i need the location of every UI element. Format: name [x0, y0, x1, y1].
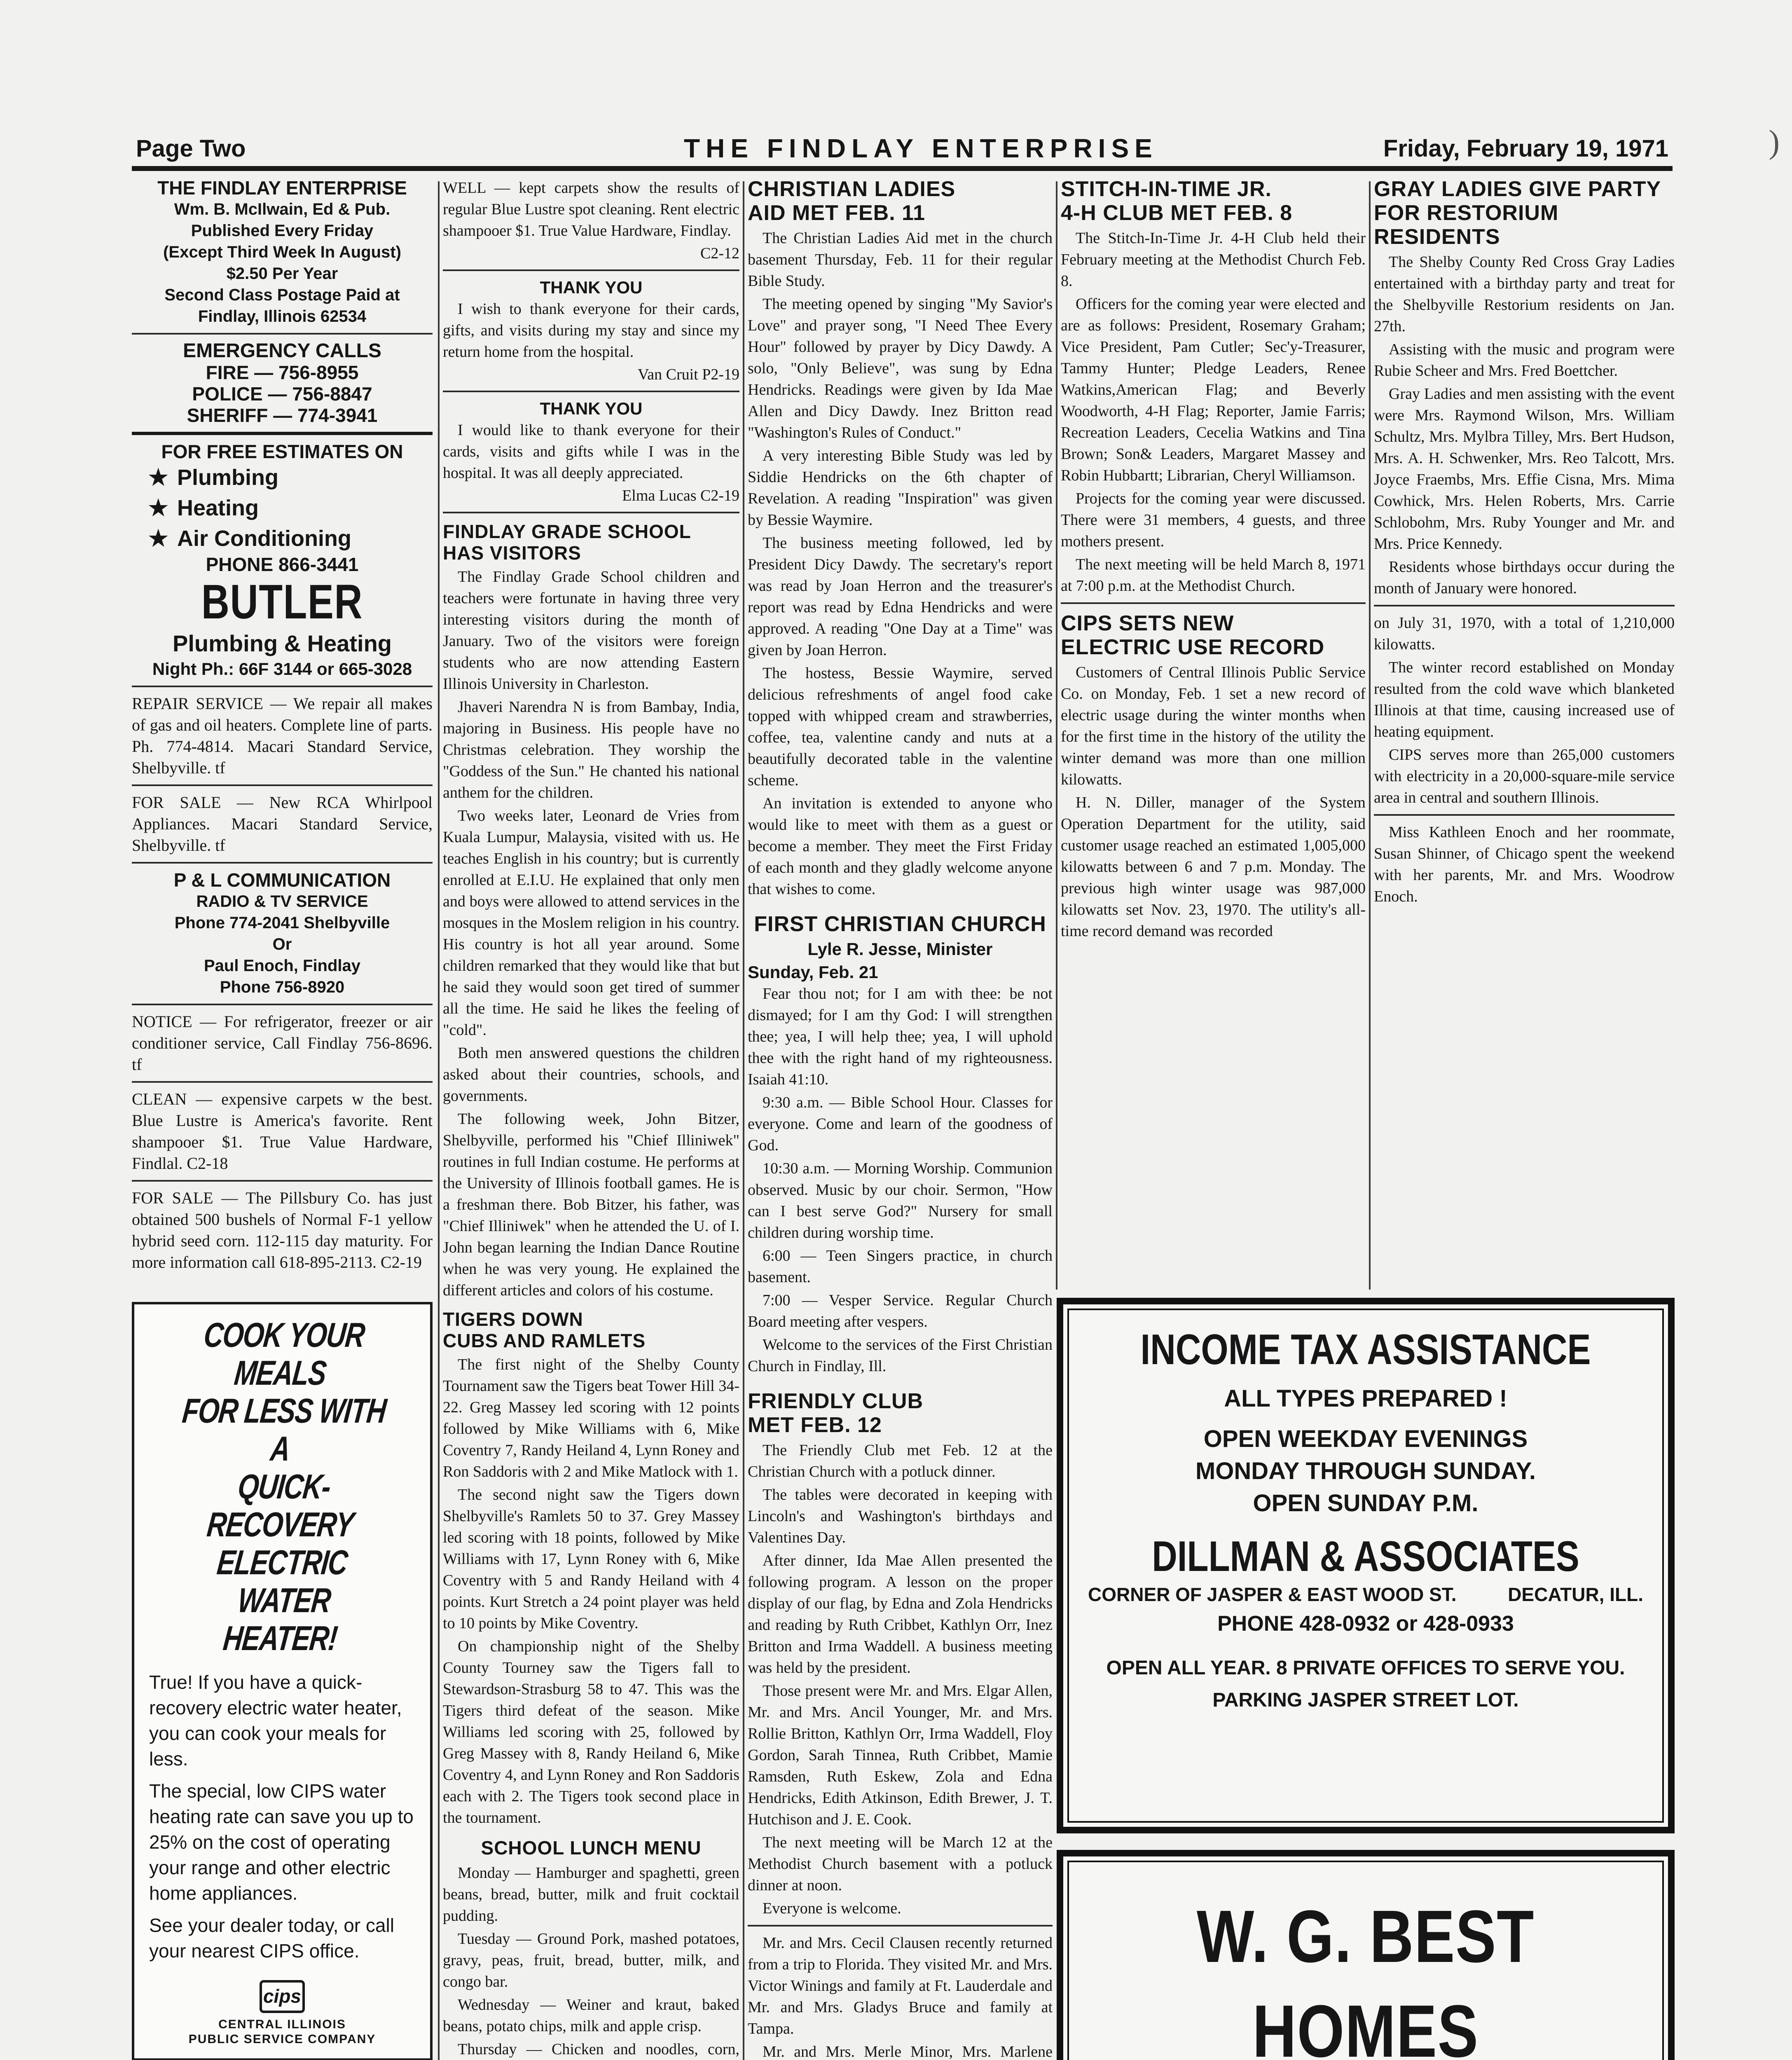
star-icon: ★ — [148, 465, 168, 490]
thank-you-signature: Van Cruit P2-19 — [638, 366, 739, 383]
article-headline: SCHOOL LUNCH MENU — [481, 1837, 702, 1859]
butler-night-phone: Night Ph.: 66F 3144 or 665-3028 — [152, 659, 412, 679]
heater-body-dealer: See your dealer today, or call your nearest CIPS office. — [149, 1915, 394, 1962]
butler-heading: FOR FREE ESTIMATES ON — [161, 441, 403, 462]
church-minister: Lyle R. Jesse, Minister — [807, 939, 993, 959]
column-2: WELL — kept carpets show the results of regular Blue Lustre spot cleaning. Rent electric shampooer $1. True Value Hardware, Findlay. C2-12 THANK YOU I wish to thank everyone for their cards, gifts, and visits during my stay and since my return home from the hospital. Van Cruit P2-19 THANK YOU I would like to thank everyone for their cards, visits and gifts while I was in the hospital. It was all deeply appreciated. Elma Lucas C2-19 FINDLAY GRADE SCHOOL HAS VISITORS The Findlay Grade School children and teachers were fortunate in having three very interesting visitors during the month of January. Two of the visitors were foreign students who are now attending Eastern Illinois University in Charleston. Jhaveri Narendra N is from Bambay, India, majoring in Business. His people have no Christmas celebration. They worship the "Goddess of the Sun." He chanted his national anthem for the children. Two weeks later, Leonard de Vries from Kuala Lumpur, Malaysia, visited with us. He teaches English in his country; but is currently enrolled at E.I.U. He explained that only men and boys were allowed to attend services in the mosques in the Moslem religion in his country. His country is hot all year around. Some children remarked that they would like that but he said they would soon get tired of summer all the time. He said he likes the feeling of "cold". Both men answered questions the children asked about their countries, schools, and governments. The following week, John Bitzer, Shelbyville, performed his "Chief Illiniwek" routines in full Indian costume. He performs at the University of Illinois football games. He is a freshman there. Bob Bitzer, his father, was "Chief Illiniwek" when he attended the U. of I. John began learning the Indian Dance Routine when he was very young. He explained the different articles and colors of his costume. TIGERS DOWN CUBS AND RAMLETS The first night of the Shelby County Tournament saw the Tigers beat Tower Hill 34-22. Greg Massey led scoring with 12 points followed by Mike Williams with 6, Mike Coventry 7, Randy Heiland 4, Lynn Roney and Ron Saddoris with 2 and Mike Matlock with 1. The second night saw the Tigers down Shelbyville's Ramlets 50 to 37. Grey Massey led scoring with 18 points, followed by Mike Williams with 17, Lynn Roney with 6, Mike Coventry with 5 and Randy Heiland with 4 points. Kurt Stretch a 24 point player was held to 10 points by Mike Coventry. On championship night of the Shelby County Tourney saw the Tigers fall to Stewardson-Strasburg 58 to 47. This was the Tigers third defeat of the season. Mike Williams led scoring with 25, followed by Greg Massey with 8, Randy Heiland 6, Mike Coventry 4, and Lynn Roney and Ron Saddoris each with 2. The Tigers took second place in the tournament. SCHOOL LUNCH MENU Monday — Hamburger and spaghetti, green beans, bread, butter, milk and fruit cocktail pudding. Tuesday — Ground Pork, mashed potatoes, gravy, peas, fruit, bread, butter, milk, and congo bar. Wednesday — Weiner and kraut, baked beans, potato chips, milk and apple crisp. Thursday — Chicken and noodles, corn, — [443, 177, 739, 2060]
income-tax-ad: INCOME TAX ASSISTANCE ALL TYPES PREPARED ! OPEN WEEKDAY EVENINGS MONDAY THROUGH SUNDAY. OPEN SUNDAY P.M. DILLMAN & ASSOCIATES CORNER OF JASPER & EAST WOOD ST. DECATUR, ILL. PHONE 428-0932 or 428-0933 OPEN ALL YEAR. 8 PRIVATE OFFICES TO SERVE YOU. PARKING JASPER STREET LOT. — [1057, 1298, 1675, 1833]
article-headline: TIGERS DOWN CUBS AND RAMLETS — [443, 1309, 646, 1351]
masthead — [132, 126, 1673, 171]
article-headline: FRIENDLY CLUB MET FEB. 12 — [748, 1389, 924, 1437]
classified-seed-corn: FOR SALE — The Pillsbury Co. has just obtained 500 bushels of Normal F-1 yellow hybrid seed corn. 112-115 day maturity. For more information call 618-895-2113. C2-19 — [132, 1189, 433, 1271]
divider — [132, 432, 433, 435]
butler-name: BUTLER — [201, 575, 363, 629]
divider — [132, 1081, 433, 1083]
divider — [132, 1180, 433, 1182]
classified-clean: CLEAN — expensive carpets w the best. Blue Lustre is America's favorite. Rent shampooer $1. True Value Hardware, Findlal. C2-18 — [132, 1090, 433, 1173]
tax-firm: DILLMAN & ASSOCIATES — [1152, 1533, 1579, 1580]
classified-notice: NOTICE — For refrigerator, freezer or air conditioner service, Call Findlay 756-8696. tf — [132, 1012, 433, 1074]
article-headline: CHRISTIAN LADIES AID MET FEB. 11 — [748, 177, 956, 225]
info-title: THE FINDLAY ENTERPRISE — [157, 177, 407, 199]
column-rule — [438, 181, 440, 2060]
star-icon: ★ — [148, 526, 168, 551]
paper-name: THE FINDLAY ENTERPRISE — [684, 133, 1158, 163]
divider — [132, 686, 433, 687]
tax-phone: PHONE 428-0932 or 428-0933 — [1217, 1612, 1514, 1636]
article-headline: STITCH-IN-TIME JR. 4-H CLUB MET FEB. 8 — [1061, 177, 1293, 225]
butler-item: ★ Heating — [132, 493, 433, 523]
divider — [132, 784, 433, 786]
column-4: STITCH-IN-TIME JR. 4-H CLUB MET FEB. 8 The Stitch-In-Time Jr. 4-H Club held their February meeting at the Methodist Church Feb. 8. Officers for the coming year were elected and are as follows: President, Rosemary Graham; Vice President, Pam Cutler; Sec'y-Treasurer, Tammy Hunter; Pledge Leaders, Renee Watkins,American Flag; and Beverly Woodworth, 4-H Flag; Reporter, Jamie Farris; Recreation Leaders, Cecelia Watkins and Tina Brown; Son& Leaders, Margaret Massey and Robin Hubbartt; Librarian, Cheryl Williamson. Projects for the coming year were discussed. There were 31 members, 4 guests, and three mothers present. The next meeting will be held March 8, 1971 at 7:00 p.m. at the Methodist Church. CIPS SETS NEW ELECTRIC USE RECORD Customers of Central Illinois Public Service Co. on Monday, Feb. 1 set a new record of electric usage during the winter months when for the first time in the history of the utility the winter demand was more than one million kilowatts. H. N. Diller, manager of the System Operation Department for the utility, said customer usage reached an estimated 1,005,000 kilowatts between 6 and 7 p.m. Monday. The previous high winter usage was 987,000 kilowatts set Nov. 23, 1970. The utility's all-time record demand was recorded — [1061, 177, 1366, 940]
thank-you-text: I would like to thank everyone for their cards, visits and gifts while I was in the hospital. It was all deeply appreciated. — [443, 421, 739, 482]
pl-communication-ad: P & L COMMUNICATION RADIO & TV SERVICE Phone 774-2041 Shelbyville Or Paul Enoch, Findlay Phone 756-8920 — [173, 869, 391, 996]
divider — [1374, 814, 1675, 816]
classified-forsale: FOR SALE — New RCA Whirlpool Appliances. Macari Standard Service, Shelbyville. tf — [132, 793, 433, 854]
column-5: GRAY LADIES GIVE PARTY FOR RESTORIUM RESIDENTS The Shelby County Red Cross Gray Ladies entertained with a birthday party and treat for the Shelbyville Restorium residents on Jan. 27th. Assisting with the music and program were Rubie Scheer and Mrs. Fred Boettcher. Gray Ladies and men assisting with the event were Mrs. Raymond Wilson, Mrs. William Schultz, Mrs. Mylbra Tilley, Mrs. Bert Hudson, Mrs. A. H. Schwenker, Mrs. Reo Talcott, Mrs. Joyce Fraembs, Mrs. Effie Cisna, Mrs. Mima Cowhick, Mrs. Helen Roberts, Mrs. Carrie Schlobohm, Mrs. Ruby Younger and Mr. and Mrs. Price Kennedy. Residents whose birthdays occur during the month of January were honored. on July 31, 1970, with a total of 1,210,000 kilowatts. The winter record established on Monday resulted from the cold wave which blanketed Illinois at that time, causing increased use of heating equipment. CIPS serves more than 265,000 customers with electricity in a 20,000-square-mile service area in central and southern Illinois. Miss Kathleen Enoch and her roommate, Susan Shinner, of Chicago spent the weekend with her parents, Mr. and Mrs. Woodrow Enoch. — [1374, 177, 1675, 905]
article-headline: FINDLAY GRADE SCHOOL HAS VISITORS — [443, 521, 691, 564]
classified-repair: REPAIR SERVICE — We repair all makes of gas and oil heaters. Complete line of parts. Ph. 774-4814. Macari Standard Service, Shelbyville. tf — [132, 694, 433, 777]
divider — [1061, 602, 1366, 604]
emergency-title: EMERGENCY CALLS — [183, 340, 381, 362]
column-rule — [1369, 181, 1371, 1290]
article-headline: CIPS SETS NEW ELECTRIC USE RECORD — [1061, 611, 1325, 659]
info-frequency: Published Every Friday — [191, 222, 374, 240]
tax-address: CORNER OF JASPER & EAST WOOD ST. DECATUR, ILL. — [1088, 1584, 1643, 1605]
info-exception: (Except Third Week In August) — [163, 243, 401, 261]
column-rule — [743, 181, 744, 2060]
heater-body-rate: The special, low CIPS water heating rate can save you up to 25% on the cost of operating your range and other electric home appliances. — [149, 1780, 414, 1904]
divider — [443, 269, 739, 271]
divider — [132, 333, 433, 335]
emergency-police: POLICE — 756-8847 — [192, 383, 372, 405]
divider — [132, 1004, 433, 1005]
emergency-sheriff: SHERIFF — 774-3941 — [187, 405, 378, 426]
homes-title: W. G. BEST HOMES — [1196, 1895, 1535, 2060]
best-homes-ad — [1057, 1850, 1675, 2060]
edge-mark: ) — [1769, 124, 1780, 160]
butler-phone: PHONE 866-3441 — [206, 554, 359, 575]
church-date: Sunday, Feb. 21 — [748, 962, 878, 982]
publisher-info — [132, 177, 433, 327]
emergency-calls — [132, 340, 433, 426]
divider — [132, 862, 433, 864]
thank-you-text: I wish to thank everyone for their cards, gifts, and visits during my stay and since my return home from the hospital. — [443, 300, 739, 360]
divider — [748, 1925, 1053, 1927]
column-1 — [132, 177, 433, 2060]
column-3: CHRISTIAN LADIES AID MET FEB. 11 The Christian Ladies Aid met in the church basement Thursday, Feb. 11 for their regular Bible Study. The meeting opened by singing "My Savior's Love" and prayer song, "I Need Thee Every Hour" followed by prayer by Dicy Dawdy. A solo, "Only Believe", was sung by Edna Hendricks. Readings were given by Ida Mae Allen and Dicy Dawdy. Inez Britton read "Washington's Rules of Conduct." A very interesting Bible Study was led by Siddie Hendricks on the 6th chapter of Revelation. A reading "Inspiration" was given by Bessie Waymire. The business meeting followed, led by President Dicy Dawdy. The secretary's report was read by Joan Herron and the treasurer's report was read by Edna Hendricks and were approved. A reading "One Day at a Time" was given by Joan Herron. The hostess, Bessie Waymire, served delicious refreshments of angel food cake topped with whipped cream and strawberries, coffee, tea, valentine candy and nuts at a beautifully decorated table in the valentine scheme. An invitation is extended to anyone who would like to meet with them as a guest or become a member. They meet the First Friday of each month and they gladly welcome anyone that wishes to come. FIRST CHRISTIAN CHURCH Lyle R. Jesse, Minister Sunday, Feb. 21 Fear thou not; for I am with thee: be not dismayed; for I am thy God: I will strengthen thee; yea, I will help thee; yea, I will uphold thee with the right hand of my righteousness. Isaiah 41:10. 9:30 a.m. — Bible School Hour. Classes for everyone. Come and learn of the goodness of God. 10:30 a.m. — Morning Worship. Communion observed. Music by our choir. Sermon, "How can I best serve God?" Nursery for small children during worship time. 6:00 — Teen Singers practice, in church basement. 7:00 — Vesper Service. Regular Church Board meeting after vespers. Welcome to the services of the First Christian Church in Findlay, Ill. FRIENDLY CLUB MET FEB. 12 The Friendly Club met Feb. 12 at the Christian Church with a potluck dinner. The tables were decorated in keeping with Lincoln's and Washington's birthdays and Valentines Day. After dinner, Ida Mae Allen presented the following program. A lesson on the proper display of our flag, by Edna and Zola Hendricks and reading by Ruth Cribbet, Kathlyn Orr, Inez Britton and Irma Waddell. A business meeting was held by the president. Those present were Mr. and Mrs. Elgar Allen, Mr. and Mrs. Ancil Younger, Mr. and Mrs. Rollie Britton, Kathlyn Orr, Irma Waddell, Floy Gordon, Sarah Tinnea, Ruth Cribbet, Mamie Ramsden, Ruth Eskew, Zola and Edna Hendricks, Edith Atkinson, Edith Brewer, J. T. Hutchison and J. E. Cook. The next meeting will be March 12 at the Methodist Church basement with a potluck dinner at noon. Everyone is welcome. Mr. and Mrs. Cecil Clausen recently returned from a trip to Florida. They visited Mr. and Mrs. Victor Winings and family at Ft. Lauderdale and Mr. and Mrs. Gladys Bruce and family at Tampa. Mr. and Mrs. Merle Minor, Mrs. Marlene — [748, 177, 1053, 2060]
thank-you-signature: Elma Lucas C2-19 — [622, 487, 739, 504]
tax-title: INCOME TAX ASSISTANCE — [1140, 1326, 1591, 1374]
info-location: Findlay, Illinois 62534 — [198, 307, 367, 325]
emergency-fire: FIRE — 756-8955 — [206, 362, 359, 383]
butler-item: ★ Air Conditioning — [132, 523, 433, 554]
article-headline: GRAY LADIES GIVE PARTY FOR RESTORIUM RESIDENTS — [1374, 177, 1661, 249]
thank-you-heading: THANK YOU — [540, 278, 643, 297]
info-postage: Second Class Postage Paid at — [164, 286, 400, 304]
page-number: Page Two — [136, 135, 246, 162]
water-heater-ad: COOK YOUR MEALS FOR LESS WITH A QUICK-RECOVERY ELECTRIC WATER HEATER! True! If you have a quick-recovery electric water heater, you can cook your meals for less. The special, low CIPS water heating rate can save you up to 25% on the cost of operating your range and other electric home appliances. See your dealer today, or call your nearest CIPS office. cips CENTRAL ILLINOIS PUBLIC SERVICE COMPANY — [132, 1302, 433, 2060]
issue-date: Friday, February 19, 1971 — [1383, 135, 1668, 162]
divider — [443, 391, 739, 392]
info-editor: Wm. B. McIlwain, Ed & Pub. — [174, 200, 391, 218]
article-headline: FIRST CHRISTIAN CHURCH — [754, 912, 1046, 936]
cips-logo-icon: cips — [260, 1980, 305, 2013]
divider — [443, 512, 739, 513]
star-icon: ★ — [148, 496, 168, 520]
butler-ad — [132, 441, 433, 680]
classified-well: WELL — kept carpets show the results of regular Blue Lustre spot cleaning. Rent electric shampooer $1. True Value Hardware, Findlay. — [443, 179, 739, 239]
column-rule — [1056, 181, 1057, 1290]
butler-item: ★ Plumbing — [132, 462, 433, 493]
butler-sub: Plumbing & Heating — [173, 630, 392, 656]
thank-you-heading: THANK YOU — [540, 399, 643, 418]
divider — [1374, 605, 1675, 606]
info-price: $2.50 Per Year — [226, 265, 338, 283]
heater-body: True! If you have a quick-recovery electric water heater, you can cook your meals for less. — [149, 1671, 402, 1770]
